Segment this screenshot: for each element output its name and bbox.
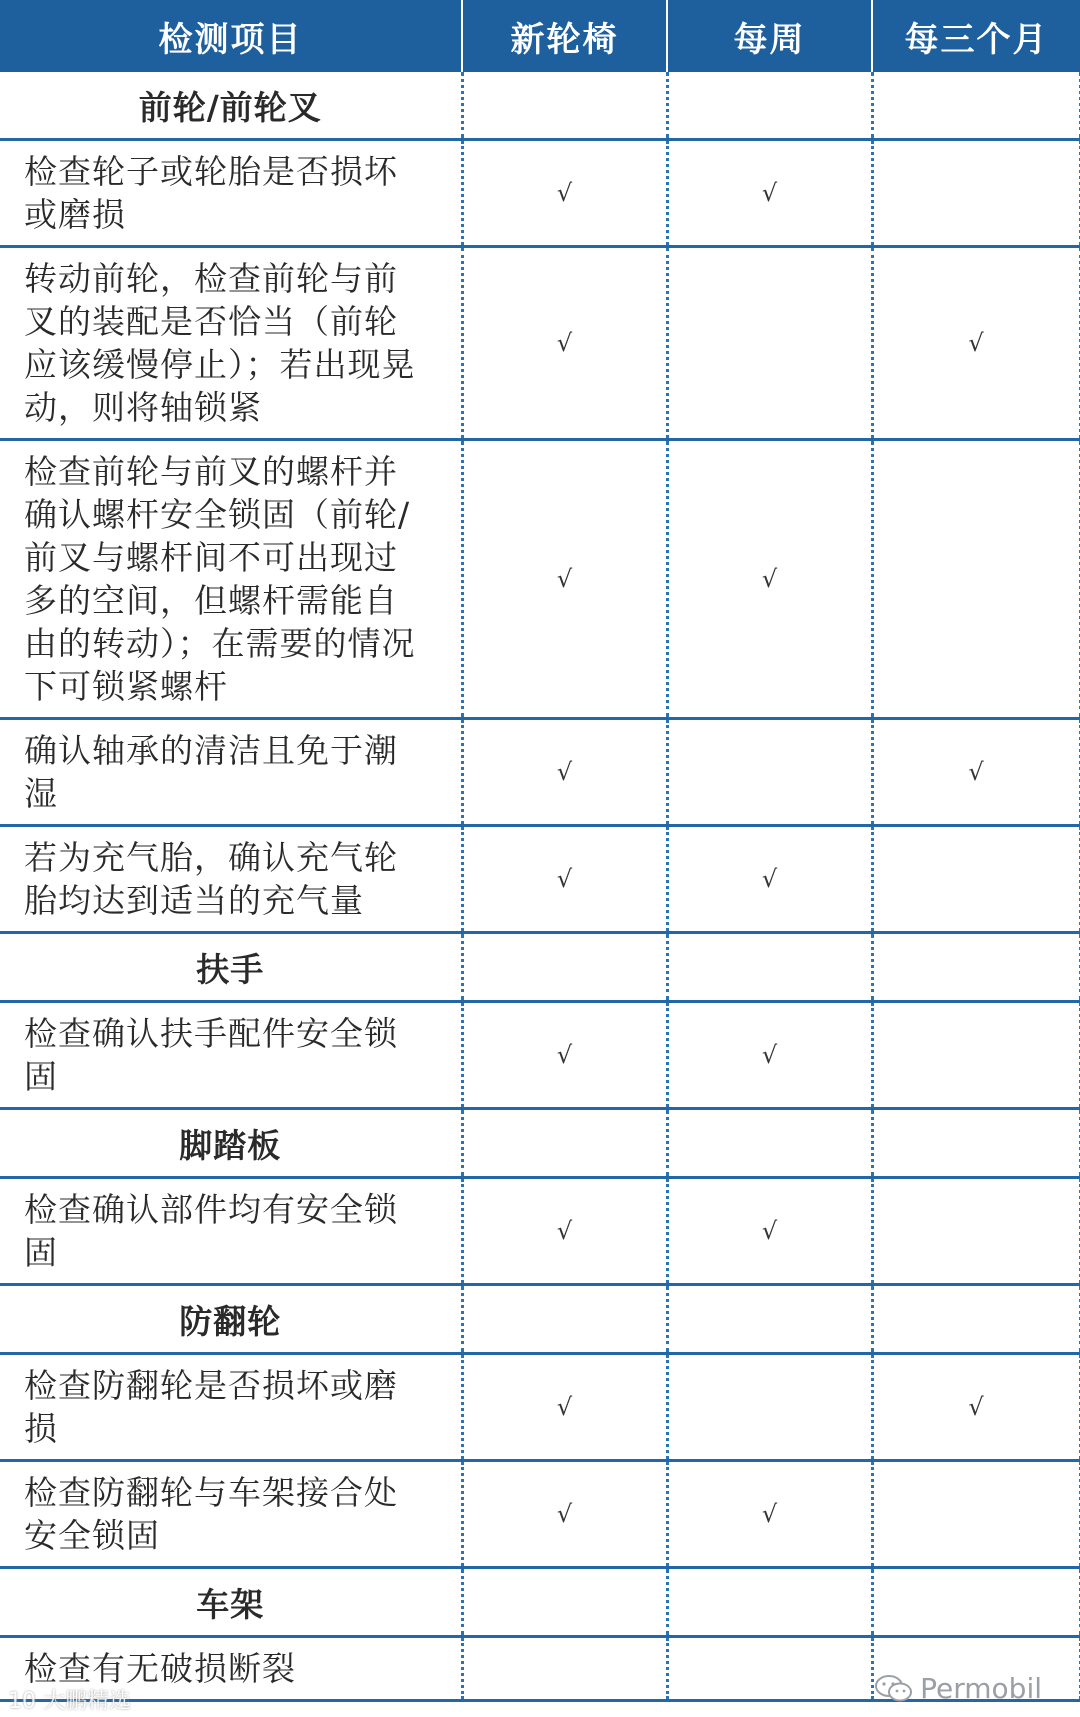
- checkmark-quarterly: [872, 140, 1080, 247]
- section-label: 脚踏板: [0, 1109, 462, 1178]
- checkmark-weekly: [667, 1354, 872, 1461]
- section-row: [0, 1568, 1080, 1637]
- table-row: [0, 1002, 1080, 1109]
- section-row: [0, 1285, 1080, 1354]
- checkmark-quarterly: [872, 1461, 1080, 1568]
- checkmark-weekly: √: [667, 1178, 872, 1285]
- watermark-left: 10 大鹏精选: [8, 1689, 131, 1714]
- checkmark-new: √: [462, 1002, 667, 1109]
- table-row: [0, 719, 1080, 826]
- checkmark-new: √: [462, 826, 667, 933]
- header-quarterly: 每三个月: [872, 0, 1080, 72]
- checkmark-weekly: √: [667, 1002, 872, 1109]
- checkmark-new: [462, 1637, 667, 1701]
- checkmark-quarterly: [872, 440, 1080, 719]
- checkmark-new: √: [462, 1461, 667, 1568]
- checkmark-quarterly: [872, 826, 1080, 933]
- section-label: 前轮/前轮叉: [0, 72, 462, 140]
- check-item: 确认轴承的清洁且免于潮湿: [0, 719, 462, 826]
- check-item: 检查确认扶手配件安全锁固: [0, 1002, 462, 1109]
- checkmark-weekly: [667, 247, 872, 440]
- table-row: [0, 1461, 1080, 1568]
- check-item: 检查有无破损断裂: [0, 1637, 462, 1701]
- section-label: 车架: [0, 1568, 462, 1637]
- checkmark-new: √: [462, 440, 667, 719]
- header-weekly: 每周: [667, 0, 872, 72]
- checkmark-quarterly: √: [872, 719, 1080, 826]
- table-row: [0, 1354, 1080, 1461]
- check-item: 检查防翻轮是否损坏或磨损: [0, 1354, 462, 1461]
- check-item: 检查防翻轮与车架接合处安全锁固: [0, 1461, 462, 1568]
- wechat-icon: [874, 1673, 914, 1705]
- check-item: 转动前轮，检查前轮与前叉的装配是否恰当（前轮应该缓慢停止）；若出现晃动，则将轴锁紧: [0, 247, 462, 440]
- check-item: 若为充气胎，确认充气轮胎均达到适当的充气量: [0, 826, 462, 933]
- checkmark-new: √: [462, 140, 667, 247]
- checkmark-weekly: √: [667, 826, 872, 933]
- checkmark-weekly: √: [667, 140, 872, 247]
- table-body: [0, 72, 1080, 1701]
- table-header: [0, 0, 1080, 72]
- header-item: 检测项目: [0, 0, 462, 72]
- watermark-brand: Permobil: [920, 1672, 1042, 1705]
- check-item: 检查确认部件均有安全锁固: [0, 1178, 462, 1285]
- table-row: [0, 440, 1080, 719]
- header-new-wheelchair: 新轮椅: [462, 0, 667, 72]
- checkmark-weekly: [667, 1637, 872, 1701]
- watermark-right: [874, 1672, 1042, 1705]
- section-row: [0, 72, 1080, 140]
- section-label: 防翻轮: [0, 1285, 462, 1354]
- table-row: [0, 826, 1080, 933]
- checkmark-new: √: [462, 719, 667, 826]
- table-row: [0, 140, 1080, 247]
- section-row: [0, 933, 1080, 1002]
- checkmark-quarterly: [872, 1002, 1080, 1109]
- section-row: [0, 1109, 1080, 1178]
- table-row: [0, 247, 1080, 440]
- checkmark-new: √: [462, 1178, 667, 1285]
- section-label: 扶手: [0, 933, 462, 1002]
- check-item: 检查轮子或轮胎是否损坏或磨损: [0, 140, 462, 247]
- checkmark-quarterly: √: [872, 247, 1080, 440]
- checkmark-weekly: √: [667, 1461, 872, 1568]
- checkmark-quarterly: √: [872, 1354, 1080, 1461]
- checkmark-quarterly: [872, 1178, 1080, 1285]
- checkmark-weekly: √: [667, 440, 872, 719]
- checkmark-weekly: [667, 719, 872, 826]
- checkmark-new: √: [462, 247, 667, 440]
- table-row: [0, 1178, 1080, 1285]
- checkmark-new: √: [462, 1354, 667, 1461]
- check-item: 检查前轮与前叉的螺杆并确认螺杆安全锁固（前轮/前叉与螺杆间不可出现过多的空间，但螺杆需能自由的转动）；在需要的情况下可锁紧螺杆: [0, 440, 462, 719]
